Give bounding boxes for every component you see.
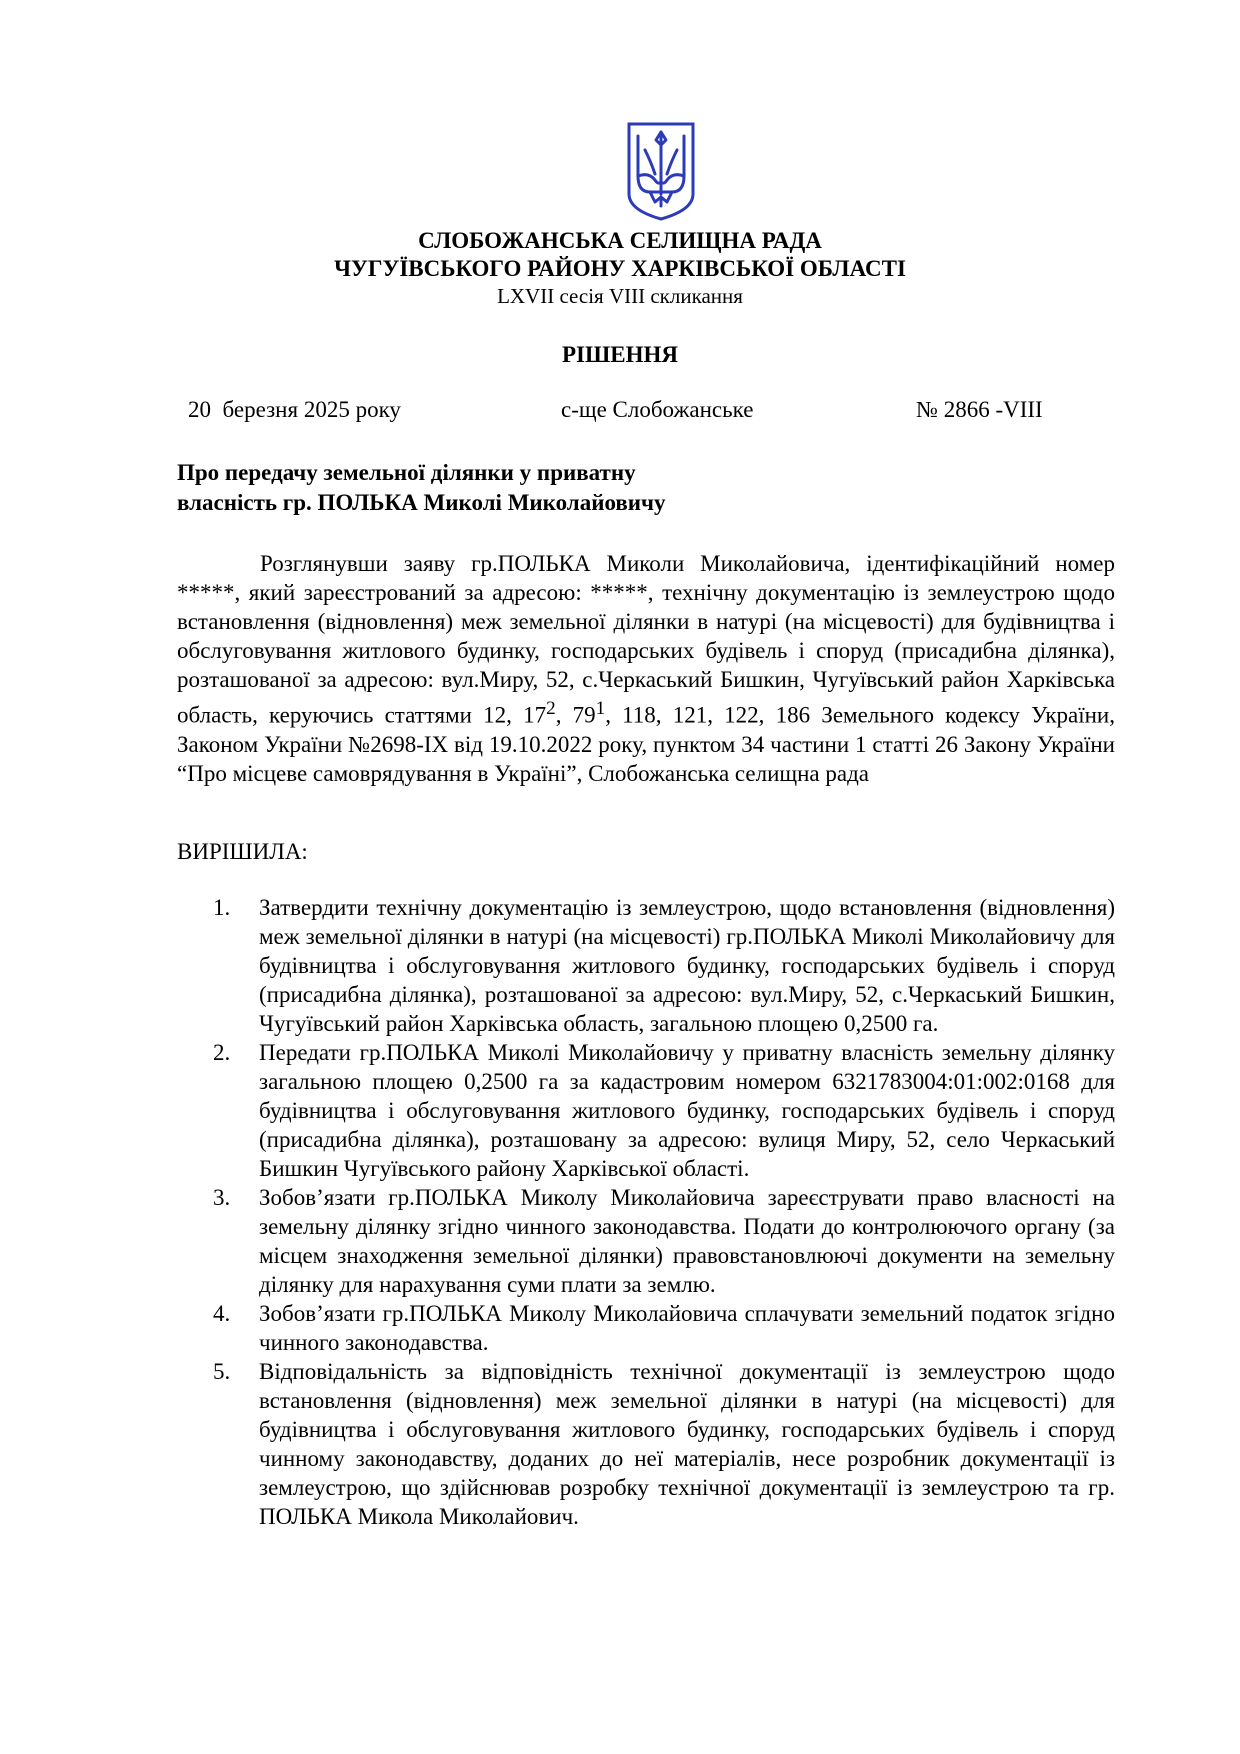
subject-line: власність гр. ПОЛЬКА Миколі Миколайовичу bbox=[177, 490, 666, 515]
item-number: 2. bbox=[213, 1040, 231, 1065]
preamble-text: , 118, 121, 122, 186 Земельного кодексу України, Законом України №2698-IX від 19.10.2022 року, пунктом 34 частини 1 статті 26 Закону України “Про місцеве самоврядування в Україні”, Слобожанська селищна рада bbox=[177, 702, 1115, 786]
superscript: 1 bbox=[595, 698, 606, 719]
decision-subject bbox=[177, 458, 977, 518]
subject-line: Про передачу земельної ділянки у приватну bbox=[177, 460, 636, 485]
decision-item bbox=[177, 893, 1115, 1038]
item-number: 1. bbox=[213, 895, 231, 920]
council-name: СЛОБОЖАНСЬКА СЕЛИЩНА РАДА bbox=[418, 228, 822, 253]
trident-icon bbox=[625, 120, 697, 222]
item-number: 5. bbox=[213, 1359, 231, 1384]
decision-item bbox=[177, 1299, 1115, 1357]
preamble-text: , 79 bbox=[555, 702, 596, 728]
item-number: 4. bbox=[213, 1301, 231, 1326]
item-text: Передати гр.ПОЛЬКА Миколі Миколайовичу у приватну власність земельну ділянку загальною площею 0,2500 га за кадастровим номером 6321783004:01:002:0168 для будівництва і обслуговування житлового будинку, господарських будівель і споруд (присадибна ділянка), розташовану за адресою: вулиця Миру, 52, село Черкаський Бишкин Чугуївського району Харківської області. bbox=[259, 1040, 1115, 1181]
decision-date: 20 березня 2025 року bbox=[188, 397, 401, 422]
district-name: ЧУГУЇВСЬКОГО РАЙОНУ ХАРКІВСЬКОЇ ОБЛАСТІ bbox=[334, 256, 906, 281]
item-text: Відповідальність за відповідність технічної документації із землеустрою щодо встановлення (відновлення) меж земельної ділянки в натурі (на місцевості) для будівництва і обслуговування житлового будинку, господарських будівель і споруд чинному законодавству, доданих до неї матеріалів, несе розробник документації із землеустрою, що здійснював розробку технічної документації із землеустрою та гр. ПОЛЬКА Микола Миколайович. bbox=[259, 1359, 1115, 1529]
decision-item bbox=[177, 1357, 1115, 1531]
decision-number: № 2866 -VIII bbox=[916, 397, 1043, 422]
item-text: Затвердити технічну документацію із землеустрою, щодо встановлення (відновлення) меж земельної ділянки в натурі (на місцевості) гр.ПОЛЬКА Миколі Миколайовичу для будівництва і обслуговування житлового будинку, господарських будівель і споруд (присадибна ділянка), розташованої за адресою: вул.Миру, 52, с.Черкаський Бишкин, Чугуївський район Харківська область, загальною площею 0,2500 га. bbox=[259, 895, 1115, 1036]
session-info: LXVII сесія VIII скликання bbox=[497, 284, 743, 308]
item-text: Зобов’язати гр.ПОЛЬКА Миколу Миколайовича сплачувати земельний податок згідно чинного законодавства. bbox=[259, 1301, 1115, 1355]
preamble-text: Розглянувши заяву гр.ПОЛЬКА Миколи Миколайовича, ідентифікаційний номер *****, який зареєстрований за адресою: *****, технічну документацію із землеустрою щодо встановлення (відновлення) меж земельної ділянки в натурі (на місцевості) для будівництва і обслуговування житлового будинку, господарських будівель і споруд (присадибна ділянка), розташованої за адресою: вул.Миру, 52, с.Черкаський Бишкин, Чугуївський район Харківська область, керуючись статтями 12, 17 bbox=[177, 551, 1115, 728]
decision-items bbox=[177, 893, 1115, 1531]
decided-label: ВИРІШИЛА: bbox=[177, 839, 308, 864]
item-text: Зобов’язати гр.ПОЛЬКА Миколу Миколайовича зареєструвати право власності на земельну ділянку згідно чинного законодавства. Подати до контролюючого органу (за місцем знаходження земельної ділянки) правовстановлюючі документи на земельну ділянку для нарахування суми плати за землю. bbox=[259, 1185, 1115, 1297]
superscript: 2 bbox=[546, 698, 556, 719]
decision-place: с-ще Слобожанське bbox=[561, 397, 754, 422]
document-title: РІШЕННЯ bbox=[562, 342, 678, 367]
item-number: 3. bbox=[213, 1185, 231, 1210]
decision-item bbox=[177, 1038, 1115, 1183]
decision-item bbox=[177, 1183, 1115, 1299]
preamble-paragraph bbox=[177, 549, 1115, 788]
